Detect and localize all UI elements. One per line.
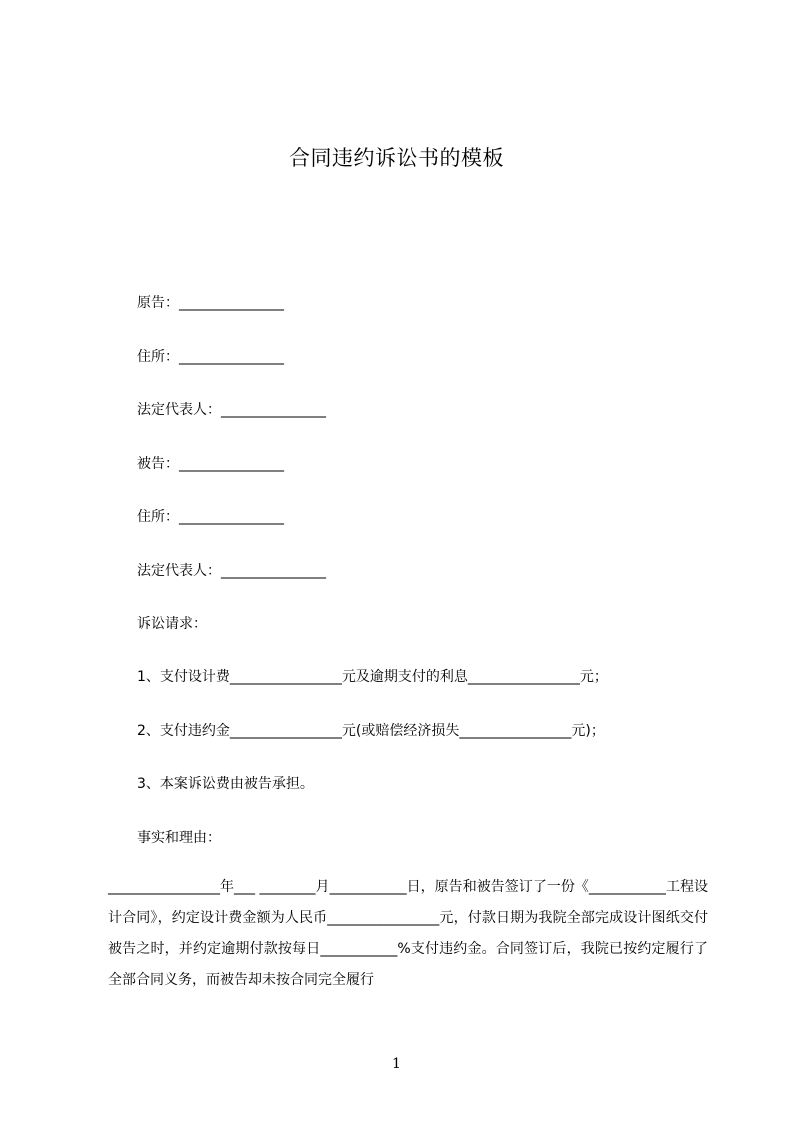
facts-paragraph: ________________年___ ________月___________日，原告和被告签订了一份《___________工程设计合同》，约定设计费金额为人民币________________元，付款日期为我院全部完成设计图纸交付被告之时，并约定逾期付款按每日___________%支付违约金。合同签订后，我院已按约定履行了全部合同义务，而被告却未按合同完全履行: [108, 879, 708, 988]
claim-item: 2、支付违约金________________元(或赔偿经济损失________________元)；: [137, 723, 605, 739]
claim-item: 1、支付设计费________________元及逾期支付的利息________________元；: [137, 669, 608, 685]
facts-heading: 事实和理由：: [137, 830, 221, 846]
plaintiff-legal-rep-field: 法定代表人：_______________: [137, 402, 326, 418]
plaintiff-field: 原告：_______________: [137, 295, 284, 311]
page-number: 1: [392, 1056, 401, 1072]
defendant-address-field: 住所：_______________: [137, 509, 284, 525]
defendant-field: 被告：_______________: [137, 456, 284, 472]
defendant-legal-rep-field: 法定代表人：_______________: [137, 563, 326, 579]
document-title: 合同违约诉讼书的模板: [289, 146, 504, 170]
claims-heading: 诉讼请求：: [137, 616, 207, 632]
claim-item: 3、本案诉讼费由被告承担。: [137, 776, 314, 792]
plaintiff-address-field: 住所：_______________: [137, 349, 284, 365]
